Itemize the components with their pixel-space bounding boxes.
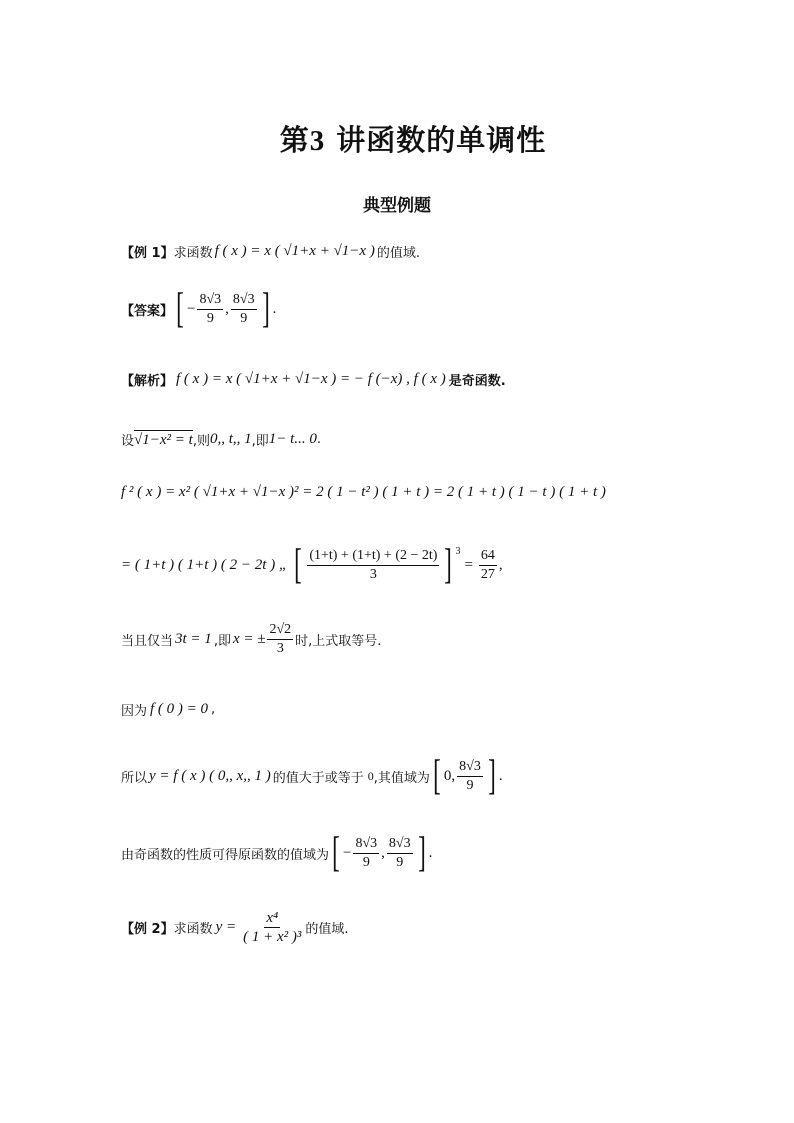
page-title	[0, 118, 794, 159]
title-number: 3	[309, 125, 326, 157]
solution-line	[121, 370, 506, 389]
therefore-end: .	[498, 767, 503, 784]
example-2-fraction-num: x⁴	[266, 910, 279, 926]
example-2-tag: 【例 2】	[121, 922, 174, 937]
inequality-result-num: 64	[479, 548, 497, 566]
comma: ,	[225, 300, 229, 317]
answer-fraction-1-num: 8√3	[197, 292, 223, 310]
inequality-exponent: 3	[455, 546, 461, 557]
example-1-tag: 【例 1】	[121, 246, 174, 261]
example-1-text-b: 的值域.	[376, 246, 420, 261]
answer-tag: 【答案】	[121, 303, 174, 319]
therefore-fraction-den: 9	[466, 777, 474, 793]
example-2-text-b: 的值域.	[305, 922, 349, 937]
bracket-left: [	[294, 542, 303, 588]
example-2-fraction-den: ( 1 + x² )³	[243, 929, 302, 945]
substitution-formula-1: √1−x² = t	[134, 432, 193, 448]
inequality-result-den: 27	[480, 566, 495, 582]
minus-sign: −	[187, 300, 196, 317]
answer-fraction-2	[231, 292, 257, 327]
interval-start: 0,	[443, 767, 456, 784]
answer-fraction-1-den: 9	[206, 310, 214, 326]
equality-text-a: 当且仅当	[121, 634, 174, 649]
answer-fraction-1	[197, 292, 223, 327]
square-expansion-formula: f ² ( x ) = x² ( √1+x + √1−x )² = 2 ( 1 − t² ) ( 1 + t ) = 2 ( 1 + t ) ( 1 − t ) ( 1 + t )	[121, 484, 606, 500]
solution-formula: f ( x ) = x ( √1+x + √1−x ) = − f (−x) , f ( x )	[176, 371, 446, 387]
odd-function-end: .	[428, 844, 433, 861]
odd-fraction-2	[387, 836, 413, 871]
inequality-line	[121, 544, 503, 586]
substitution-text-a: 设	[121, 434, 135, 449]
equality-formula-2: x = ±	[232, 631, 266, 647]
title-suffix: 讲函数的单调性	[325, 123, 547, 157]
solution-tag: 【解析】	[121, 374, 174, 389]
therefore-zero: 0	[367, 768, 374, 783]
answer-line	[121, 288, 276, 330]
therefore-text-b: 的值大于或等于	[272, 770, 364, 786]
odd-function-text: 由奇函数的性质可得原函数的值域为	[121, 847, 330, 863]
bracket-right: ]	[488, 753, 496, 799]
odd-fraction-1	[353, 836, 379, 871]
equals-sign: =	[464, 556, 473, 573]
substitution-formula-2: 0,, t,, 1	[209, 431, 252, 447]
example-1-line	[121, 242, 420, 261]
solution-text: 是奇函数.	[448, 374, 506, 389]
example-1-text-a: 求函数	[173, 246, 213, 261]
bracket-left: [	[176, 286, 184, 332]
because-end: ,	[211, 702, 216, 717]
odd-fraction-1-num: 8√3	[353, 836, 379, 854]
therefore-formula: y = f ( x ) ( 0,, x,, 1 )	[149, 767, 271, 784]
because-line	[121, 700, 215, 719]
equality-fraction-den: 3	[276, 641, 284, 656]
odd-fraction-2-den: 9	[396, 854, 404, 870]
answer-end: .	[272, 300, 277, 317]
equality-condition-line	[121, 622, 381, 657]
odd-fraction-2-num: 8√3	[387, 836, 413, 854]
inequality-left: = ( 1+t ) ( 1+t ) ( 2 − 2t ) „	[121, 556, 288, 573]
because-text: 因为	[121, 704, 148, 719]
substitution-text-c: ,即	[251, 434, 269, 449]
because-formula: f ( 0 ) = 0	[150, 701, 209, 717]
equality-text-b: ,即	[213, 634, 231, 649]
bracket-left: [	[433, 753, 441, 799]
title-prefix: 第	[279, 123, 310, 157]
answer-fraction-2-num: 8√3	[231, 292, 257, 310]
therefore-fraction-num: 8√3	[457, 759, 483, 777]
equality-fraction	[267, 622, 293, 657]
bracket-right: ]	[444, 542, 453, 588]
example-2-line	[121, 910, 349, 945]
therefore-text-a: 所以	[121, 770, 148, 786]
odd-fraction-1-den: 9	[362, 854, 370, 870]
substitution-line	[121, 430, 321, 449]
example-2-text-a: 求函数	[173, 922, 213, 937]
example-1-formula: f ( x ) = x ( √1+x + √1−x )	[214, 243, 375, 259]
square-expansion-line	[121, 484, 606, 501]
bracket-right: ]	[261, 286, 270, 332]
minus-sign: −	[343, 844, 352, 861]
odd-function-line	[121, 832, 432, 874]
inequality-end: ,	[498, 556, 503, 573]
equality-fraction-num: 2√2	[267, 622, 293, 640]
section-heading: 典型例题	[363, 196, 431, 216]
inequality-fraction	[307, 548, 439, 583]
equality-text-c: 时,上式取等号.	[295, 634, 382, 649]
example-2-formula: y =	[215, 919, 237, 935]
bracket-right: ]	[417, 830, 426, 876]
comma: ,	[381, 844, 385, 861]
therefore-text-c: ,其值域为	[373, 770, 430, 786]
bracket-left: [	[332, 830, 340, 876]
substitution-text-b: ,则	[192, 434, 210, 449]
equality-formula-1: 3t = 1	[175, 631, 212, 647]
example-2-fraction	[241, 910, 303, 945]
answer-fraction-2-den: 9	[240, 310, 248, 326]
therefore-line	[121, 755, 503, 797]
inequality-fraction-den: 3	[369, 566, 377, 582]
substitution-text-d: .	[316, 432, 321, 447]
substitution-formula-3: 1− t... 0	[268, 431, 317, 447]
therefore-fraction	[457, 759, 483, 794]
inequality-fraction-num: (1+t) + (1+t) + (2 − 2t)	[307, 548, 439, 566]
inequality-result	[479, 548, 497, 583]
